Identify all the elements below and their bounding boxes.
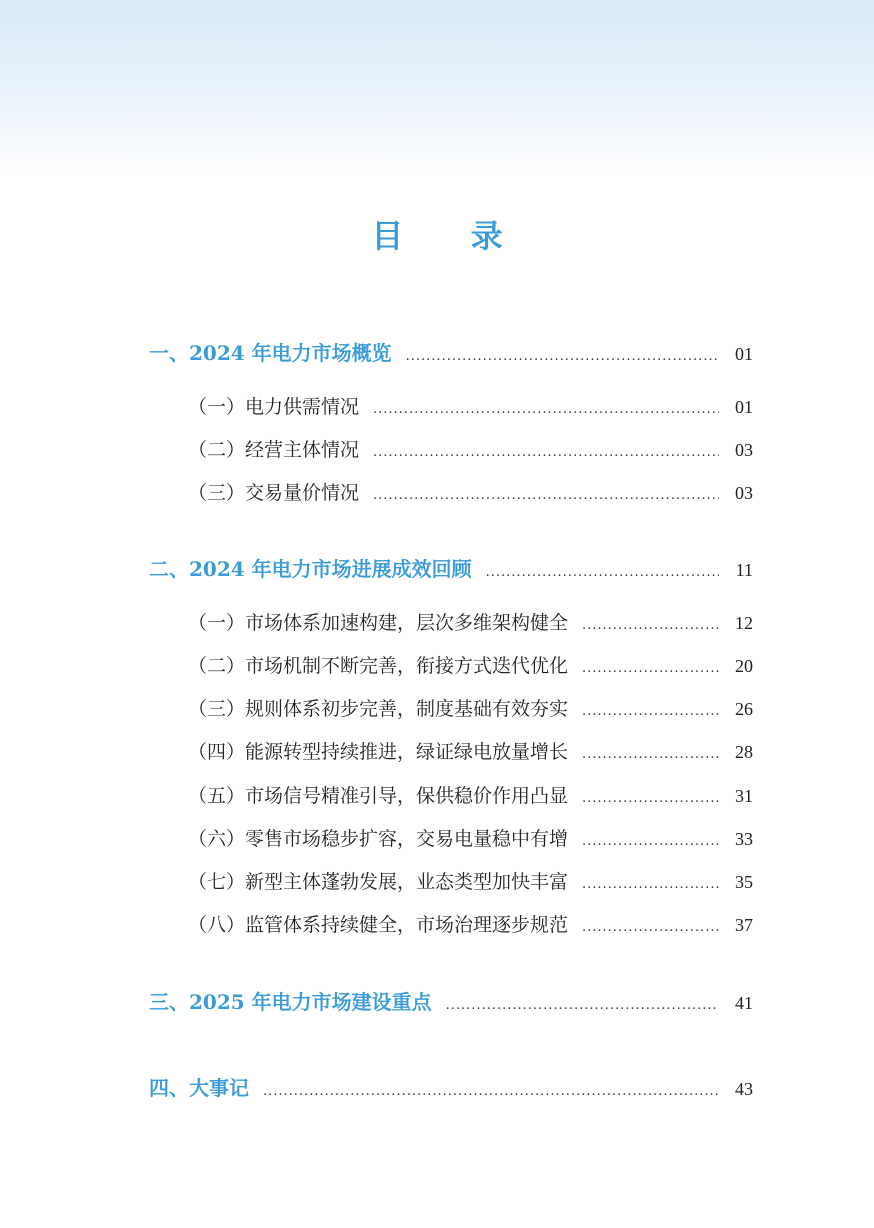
- toc-page-number: 41: [735, 993, 753, 1013]
- toc-item-label: （二）市场机制不断完善，衔接方式迭代优化: [188, 655, 569, 677]
- toc-item[interactable]: [188, 392, 753, 422]
- toc-page-number: 35: [735, 872, 753, 892]
- toc-section-2[interactable]: [149, 554, 753, 584]
- toc-section-4[interactable]: [149, 1073, 753, 1103]
- toc-item-label: （八）监管体系持续健全，市场治理逐步规范: [188, 914, 569, 936]
- toc-leader-dots: [582, 870, 719, 900]
- toc-page-number: 01: [735, 397, 753, 417]
- toc-page-number: 03: [735, 440, 753, 460]
- toc-item[interactable]: [188, 608, 753, 638]
- toc-leader-dots: [582, 611, 719, 641]
- toc-leader-dots: [406, 342, 719, 372]
- toc-item-label: （二）经营主体情况: [188, 439, 360, 461]
- toc-item[interactable]: [188, 435, 753, 465]
- toc-item[interactable]: [188, 478, 753, 508]
- toc-item[interactable]: [188, 910, 753, 940]
- toc-page-number: 43: [735, 1079, 753, 1099]
- toc-page-number: 12: [735, 613, 753, 633]
- toc-leader-dots: [582, 827, 719, 857]
- page-title: 目 录: [371, 217, 531, 255]
- toc-page-number: 28: [735, 742, 753, 762]
- toc-section-label: 四、大事记: [149, 1076, 249, 1100]
- toc-leader-dots: [373, 395, 719, 425]
- toc-item[interactable]: [188, 867, 753, 897]
- toc-item-label: （六）零售市场稳步扩容，交易电量稳中有增: [188, 828, 569, 850]
- toc-item-label: （七）新型主体蓬勃发展，业态类型加快丰富: [188, 871, 569, 893]
- toc-page-number: 37: [735, 915, 753, 935]
- toc-leader-dots: [263, 1077, 719, 1107]
- toc-item[interactable]: [188, 737, 753, 767]
- toc-item-label: （三）规则体系初步完善，制度基础有效夯实: [188, 698, 569, 720]
- toc-item[interactable]: [188, 694, 753, 724]
- toc-leader-dots: [582, 697, 719, 727]
- toc-item-label: （一）电力供需情况: [188, 396, 360, 418]
- toc-section-label: 三、2025 年电力市场建设重点: [149, 990, 432, 1014]
- toc-section-3[interactable]: [149, 987, 753, 1017]
- toc-leader-dots: [373, 438, 719, 468]
- toc-page-number: 33: [735, 829, 753, 849]
- toc-item-label: （一）市场体系加速构建，层次多维架构健全: [188, 612, 569, 634]
- toc-section-1[interactable]: [149, 338, 753, 368]
- toc-item[interactable]: [188, 781, 753, 811]
- toc-leader-dots: [373, 481, 719, 511]
- toc-item-label: （三）交易量价情况: [188, 482, 360, 504]
- toc-page-number: 03: [735, 483, 753, 503]
- toc-section-label: 一、2024 年电力市场概览: [149, 341, 392, 365]
- toc-leader-dots: [446, 991, 719, 1021]
- toc-item[interactable]: [188, 824, 753, 854]
- toc-page-number: 11: [735, 560, 753, 580]
- toc-leader-dots: [582, 784, 719, 814]
- toc-section-label: 二、2024 年电力市场进展成效回顾: [149, 557, 472, 581]
- toc-page-number: 31: [735, 786, 753, 806]
- toc-page-number: 26: [735, 699, 753, 719]
- toc-leader-dots: [486, 558, 719, 588]
- toc-leader-dots: [582, 740, 719, 770]
- toc-page-number: 01: [735, 344, 753, 364]
- toc-item-label: （五）市场信号精准引导，保供稳价作用凸显: [188, 785, 569, 807]
- toc-page-number: 20: [735, 656, 753, 676]
- toc-leader-dots: [582, 654, 719, 684]
- toc-item[interactable]: [188, 651, 753, 681]
- header-gradient-band: [0, 0, 874, 175]
- toc-leader-dots: [582, 913, 719, 943]
- toc-item-label: （四）能源转型持续推进，绿证绿电放量增长: [188, 741, 569, 763]
